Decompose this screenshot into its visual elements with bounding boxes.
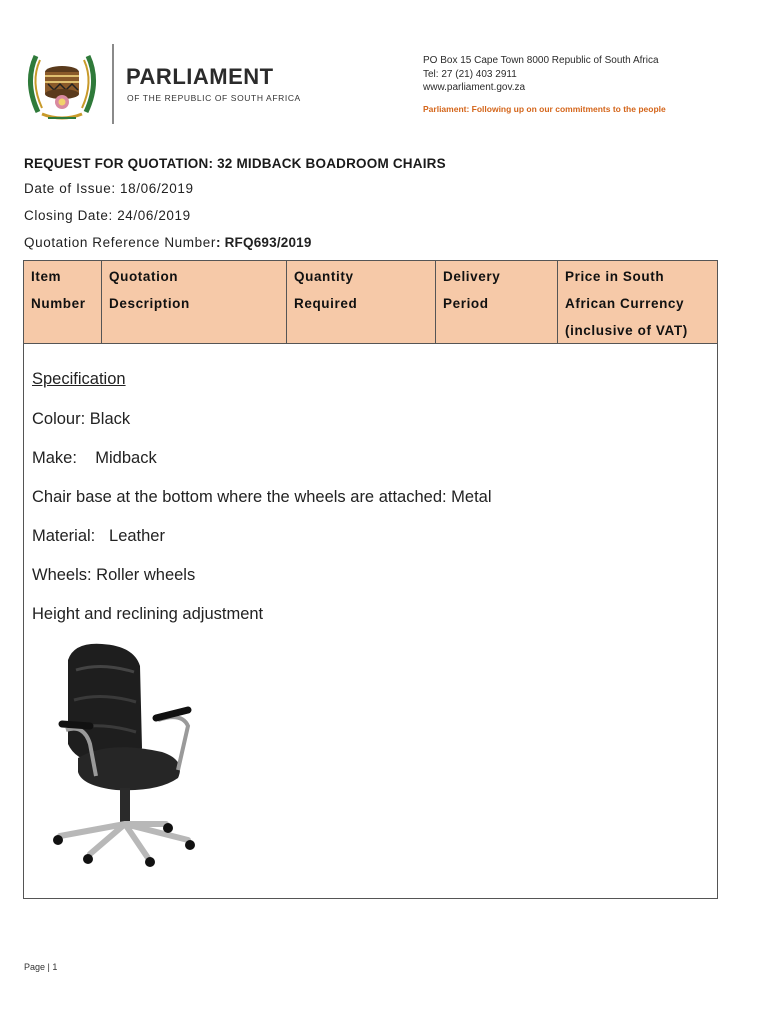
header-text: Description (109, 296, 190, 311)
spec-colour: Colour: Black (32, 410, 131, 428)
reference-number (24, 235, 312, 250)
header-quantity-required (287, 261, 436, 343)
header-text: African Currency (565, 296, 685, 311)
header-text: Quotation (109, 269, 179, 284)
header-text: Number (31, 296, 86, 311)
header-text: Quantity (294, 269, 354, 284)
header-quotation-description (102, 261, 287, 343)
header-delivery-period (436, 261, 558, 343)
contact-block (423, 54, 659, 95)
postal-address: PO Box 15 Cape Town 8000 Republic of South Africa (423, 55, 659, 66)
table-header-row (24, 261, 717, 344)
header-text: (inclusive of VAT) (565, 323, 688, 338)
closing-date: Closing Date: 24/06/2019 (24, 208, 191, 223)
spec-material: Material: Leather (32, 527, 165, 545)
header-text: Required (294, 296, 358, 311)
office-chair-image (38, 640, 214, 868)
quotation-table (23, 260, 718, 899)
table-body (24, 344, 717, 898)
spec-wheels: Wheels: Roller wheels (32, 566, 196, 584)
header-divider (112, 44, 114, 124)
page-number: Page | 1 (24, 962, 58, 972)
header-text: Item (31, 269, 62, 284)
header-price (558, 261, 717, 343)
spec-make: Make: Midback (32, 449, 157, 467)
reference-label: Quotation Reference Number (24, 235, 216, 250)
telephone: Tel: 27 (21) 403 2911 (423, 68, 517, 80)
brand-name: PARLIAMENT (126, 64, 274, 89)
reference-value: : RFQ693/2019 (215, 235, 312, 250)
document-title: REQUEST FOR QUOTATION: 32 MIDBACK BOADROOM CHAIRS (24, 156, 446, 171)
header-text: Delivery (443, 269, 501, 284)
specification-heading: Specification (32, 370, 126, 388)
website: www.parliament.gov.za (423, 82, 526, 93)
spec-adjustment: Height and reclining adjustment (32, 605, 264, 623)
header-text: Price in South (565, 269, 665, 284)
header-text: Period (443, 296, 489, 311)
tagline: Parliament: Following up on our commitments to the people (423, 104, 666, 114)
parliament-coat-of-arms-icon (22, 46, 102, 124)
date-of-issue: Date of Issue: 18/06/2019 (24, 181, 194, 196)
header-item-number (24, 261, 102, 343)
brand-subtitle: OF THE REPUBLIC OF SOUTH AFRICA (127, 93, 301, 103)
spec-chair-base: Chair base at the bottom where the wheels are attached: Metal (32, 488, 492, 506)
